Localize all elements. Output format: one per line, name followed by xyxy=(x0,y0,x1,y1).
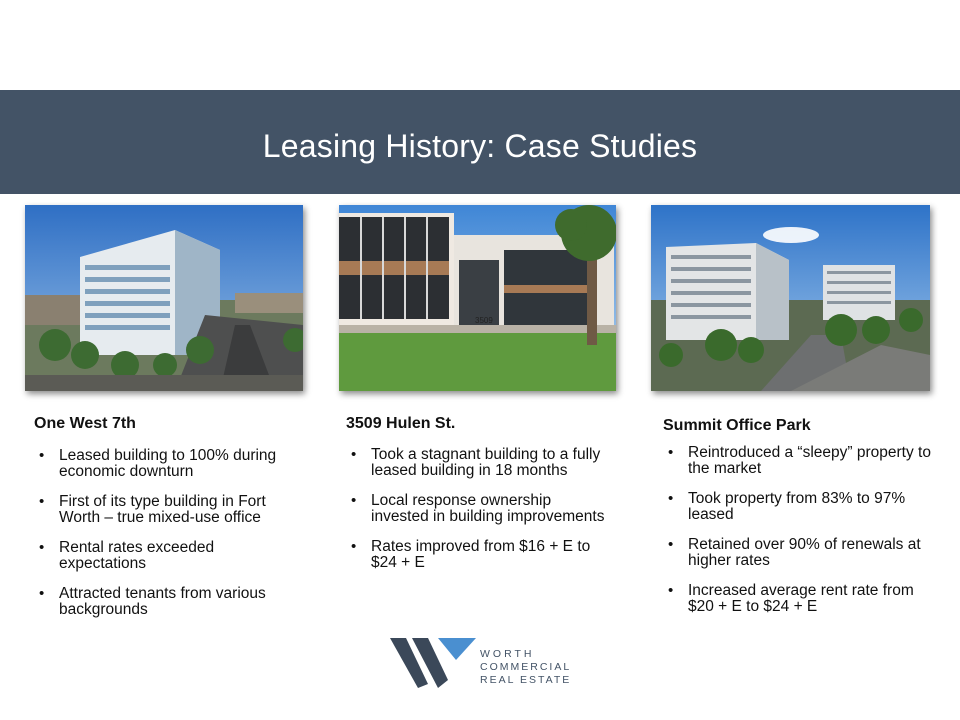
bullet-item: • Took property from 83% to 97% leased xyxy=(663,491,933,523)
bullet-item: • Took a stagnant building to a fully leased building in 18 months xyxy=(346,447,606,479)
photo-3509-hulen xyxy=(339,205,616,391)
photo-one-west-7th xyxy=(25,205,303,391)
bullet-item: • Rates improved from $16 + E to $24 + E xyxy=(346,539,606,571)
bullet-item: • Attracted tenants from various backgrounds xyxy=(34,586,304,618)
logo-text-line-1: WORTH xyxy=(480,648,535,660)
bullet-item: • First of its type building in Fort Worth – true mixed-use office xyxy=(34,494,304,526)
bullet-item: • Rental rates exceeded expectations xyxy=(34,540,304,572)
photo-summit-office-park xyxy=(651,205,930,391)
bullet-item: • Increased average rent rate from $20 + E to $24 + E xyxy=(663,583,933,615)
case-study-heading-2: 3509 Hulen St. xyxy=(346,415,456,432)
logo-text-line-3: REAL ESTATE xyxy=(480,674,572,686)
bullet-item: • Local response ownership invested in building improvements xyxy=(346,493,606,525)
bullet-item: • Leased building to 100% during economic downturn xyxy=(34,448,304,480)
bullet-item: • Reintroduced a “sleepy” property to the market xyxy=(663,445,933,477)
slide-title: Leasing History: Case Studies xyxy=(262,128,698,164)
building-number: 3509 xyxy=(475,316,493,325)
bullet-item: • Retained over 90% of renewals at higher rates xyxy=(663,537,933,569)
case-study-heading-1: One West 7th xyxy=(34,415,136,432)
case-study-bullets-1 xyxy=(34,448,304,632)
case-study-bullets-3 xyxy=(663,445,933,629)
case-study-heading-3: Summit Office Park xyxy=(663,417,811,434)
logo-text-line-2: COMMERCIAL xyxy=(480,661,572,673)
logo-mark-icon xyxy=(390,634,480,690)
case-study-bullets-2 xyxy=(346,447,606,585)
